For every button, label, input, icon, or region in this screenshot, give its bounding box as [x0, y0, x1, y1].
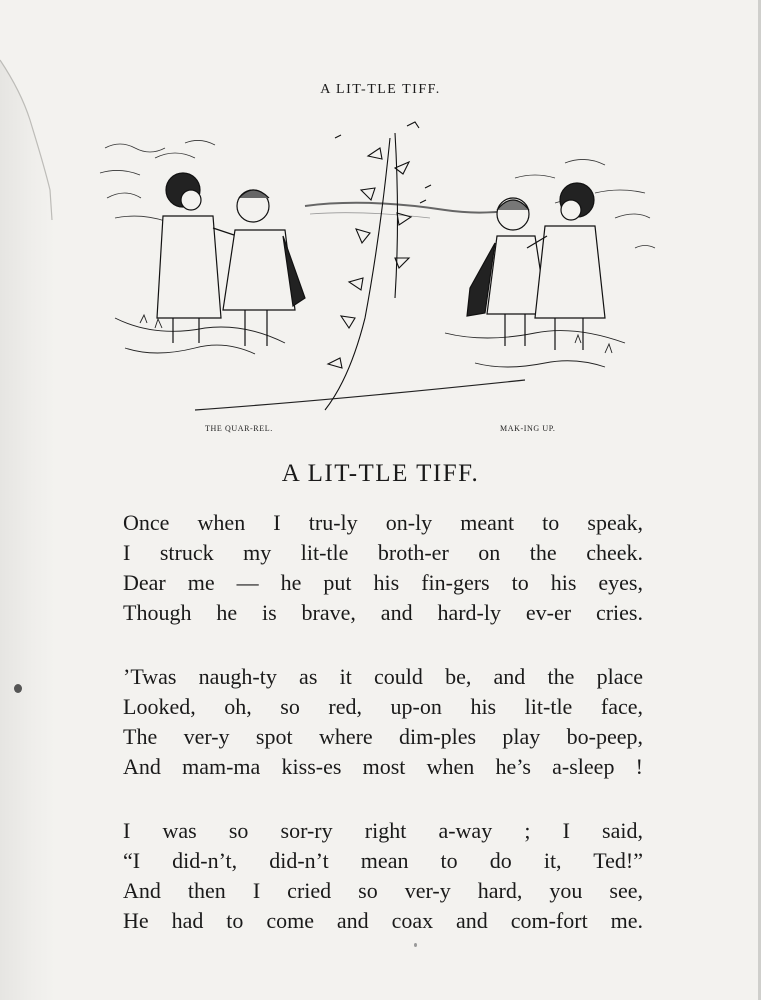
ground: [115, 315, 625, 410]
plant: [325, 122, 431, 410]
poem-line: Once when I tru-ly on-ly meant to speak,: [123, 510, 643, 535]
poem-line: I was so sor-ry right a-way ; I said,: [123, 818, 643, 843]
poem-line: I struck my lit-tle broth-er on the cheek.: [123, 540, 643, 565]
ink-spot: [14, 684, 22, 693]
poem-line: ’Twas naugh-ty as it could be, and the place: [123, 664, 643, 689]
poem-line: Looked, oh, so red, up-on his lit-tle face,: [123, 694, 643, 719]
poem-line: And mam-ma kiss-es most when he’s a-sleep !: [123, 754, 643, 779]
caption-making-up: MAK-ING UP.: [500, 424, 556, 433]
poem-title: A LIT-TLE TIFF.: [281, 460, 480, 487]
poem-line: Though he is brave, and hard-ly ev-er cries.: [123, 600, 643, 625]
running-head: A LIT-TLE TIFF.: [320, 82, 441, 97]
girl-quarrel: [223, 190, 305, 346]
poem-body: [123, 508, 643, 970]
poem-line: And then I cried so ver-y hard, you see,: [123, 878, 643, 903]
stanza-1: [123, 508, 643, 628]
caption-the-quarrel: THE QUAR-REL.: [205, 424, 273, 433]
boy-quarrel: [157, 173, 237, 343]
poem-line: He had to come and coax and com-fort me.: [123, 908, 643, 933]
stanza-3: [123, 816, 643, 936]
stanza-2: [123, 662, 643, 782]
ink-speck: [414, 943, 417, 947]
poem-line: “I did-n’t, did-n’t mean to do it, Ted!”: [123, 848, 643, 873]
illustration: [95, 118, 660, 418]
poem-line: The ver-y spot where dim-ples play bo-peep,: [123, 724, 643, 749]
torn-page-edge: [0, 0, 60, 220]
girl-making-up: [467, 198, 547, 346]
poem-line: Dear me — he put his fin-gers to his eyes,: [123, 570, 643, 595]
